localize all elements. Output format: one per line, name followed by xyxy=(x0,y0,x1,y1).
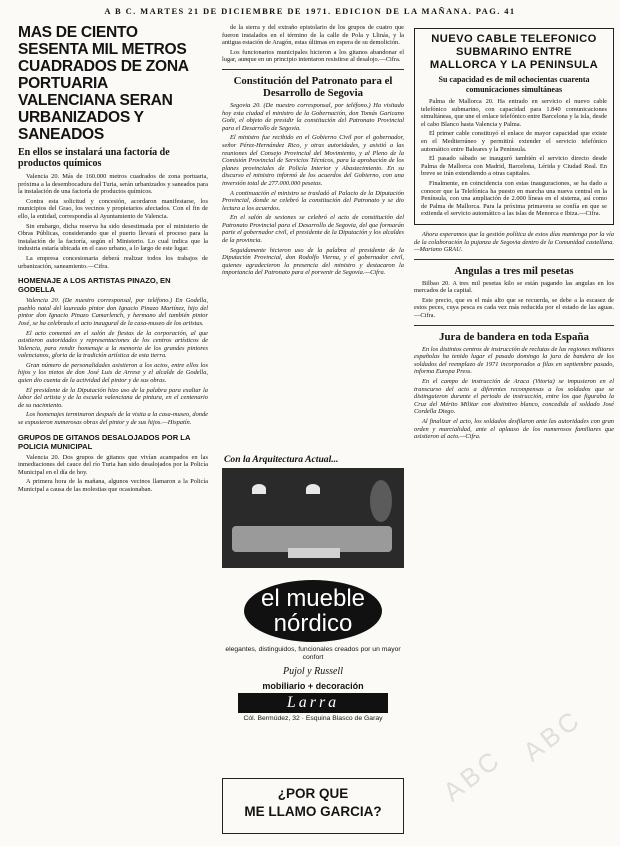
paragraph: Contra esta solicitud y concesión, acordaron manifestarse, los municipios del Grao, los vecinos y propietarios afectados. Con el fin de ello, la entidad, correspondía al Ayuntamiento de Valencia. xyxy=(18,197,208,220)
heading-homenaje: HOMENAJE A LOS ARTISTAS PINAZO, EN GODELLA xyxy=(18,276,171,295)
paragraph: Valencia 20. Dos grupos de gitanos que vivían acampados en las inmediaciones del cauce del río Turia han sido desalojados por la Policía Municipal en el día de hoy. xyxy=(18,453,208,476)
paragraph: Finalmente, en coincidencia con estas inauguraciones, se ha dado a conocer que la Telefónica ha puesto en marcha una nueva central en la Península, con una ampliación de 2.000 líneas en el sistema, así como de Palma de Mallorca. Para la próxima primavera se confía en que se extienda el servicio automático a las islas de Menorca e Ibiza.—Cifra. xyxy=(421,179,607,218)
paragraph: de la sierra y del extraño epistolario de los grupos de cuatro que fueron instalados en el término de la calle de Pola y Llinás, y la antigua estación de Aragón, estas últimas en espera de su demolición. xyxy=(222,24,404,47)
ad-brand-line2: nórdico xyxy=(273,610,353,637)
heading-segovia: Constitución del Patronato para el Desarrollo de Segovia xyxy=(233,74,393,99)
column-right xyxy=(414,24,614,842)
heading-gitanos: GRUPOS DE GITANOS DESALOJADOS POR LA POLICIA MUNICIPAL xyxy=(18,432,191,451)
paragraph: El pasado sábado se inauguró también el servicio directo desde Palma de Mallorca con Madrid, Barcelona, Lérida y Ciudad Real. En breve se irán extendiendo a otras capitales. xyxy=(421,155,607,178)
paragraph: A primera hora de la mañana, algunos vecinos llamaron a la Policía Municipal a causa de las molestias que ocasionaban. xyxy=(18,478,208,493)
watermark: ABC xyxy=(517,703,588,768)
divider xyxy=(414,259,614,260)
heading-angulas: Angulas a tres mil pesetas xyxy=(454,264,574,277)
headline-port: MAS DE CIENTO SESENTA MIL METROS CUADRADOS DE ZONA PORTUARIA VALENCIANA SERAN URBANIZADOS Y SANEADOS xyxy=(18,24,189,143)
paragraph: Gran número de personalidades asistieron a los actos, entre ellos los hijos y los nietos de don José Luis de Arrese y el alcalde de Godella, quien dio cuenta de la actividad del pintor y de sus obras. xyxy=(18,361,208,385)
ad-brand-oval xyxy=(244,580,382,642)
paragraph: Segovia 20. (De nuestro corresponsal, por teléfono.) Ha visitado hoy esta ciudad el ministro de la Gobernación, don Tomás Garicano Goñi, el objeto de presidir la constitución del Patronato Provincial para el Desarrollo de Segovia. xyxy=(222,101,404,132)
paragraph: Los homenajes terminaron después de la visita a la casa-museo, donde se expusieron numerosas obras del pintor y de sus hijos.—Hispatín. xyxy=(18,411,208,427)
advertisement xyxy=(222,454,404,774)
lamp-icon xyxy=(252,484,266,494)
paragraph: Los funcionarios municipales hicieron a los gitanos abandonar el lugar, aunque en un principio intentaron resistirse al desalojo.—Cifra. xyxy=(222,48,404,64)
ad-por-line2: ME LLAMO GARCIA? xyxy=(244,804,382,819)
ad-mobiliario: mobiliario + decoración xyxy=(262,681,364,691)
paragraph: El acto comenzó en el salón de fiestas de la corporación, al que asistieron autoridades y representaciones de los centros artísticos de Valencia, para rendir homenaje a la memoria de los grandes pintores valencianos, gloria de la tradición artística de esta tierra. xyxy=(18,329,208,360)
lamp-icon xyxy=(306,484,320,494)
watermark: ABC xyxy=(437,743,508,808)
paragraph: Valencia 20. (De nuestro corresponsal, por teléfono.) En Godella, pueblo natal del laureado pintor don Ignacio Pinazo Martínez, hijo del pintor don Ignacio Pinazo Camarlench, y hermano del también pintor José, se ha celebrado el acto inaugural de la casa-museo de los artistas. xyxy=(18,297,208,327)
ad-tagline: Con la Arquitectura Actual... xyxy=(224,454,339,465)
subhead-cable: Su capacidad es de mil ochocientas cuarenta comunicaciones simultáneas xyxy=(438,75,590,94)
heading-jura: Jura de bandera en toda España xyxy=(439,330,589,343)
cable-box xyxy=(414,28,614,225)
subhead-port: En ellos se instalará una factoría de productos químicos xyxy=(18,147,170,169)
paragraph: Este precio, que es el más alto que se recuerda, se debe a la escasez de estos peces, cuya pesca es cada vez más reducida por el estado de las aguas.—Cifra. xyxy=(414,296,614,320)
paragraph: Palma de Mallorca 20. Ha entrado en servicio el nuevo cable telefónico submarino, con capacidad para 1.840 comunicaciones simultáneas, que une el enlace telefónico entre Barcelona y la isla, desde el cabo Blanco hasta Valencia y Palma. xyxy=(421,98,607,128)
divider xyxy=(222,69,404,70)
paragraph: El ministro fue recibido en el Gobierno Civil por el gobernador, señor Pérez-Hernández Rico, y otras autoridades, y asistió a las reuniones del Consejo Provincial del Movimiento, y al Pleno de la Comisión Provincial de Servicios Técnicos, para la aprobación de los planes provinciales de Policía Interior y Abastecimiento. En su discurso el ministro informó de los acuerdos del Gobierno, con una inversión total de 277.000.000 pesetas. xyxy=(222,134,404,187)
paragraph: A continuación el ministro se trasladó al Palacio de la Diputación Provincial, donde se celebró la constitución del Patronato y se dio lectura a los acuerdos. xyxy=(222,189,404,212)
page-header: A B C. MARTES 21 DE DICIEMBRE DE 1971. EDICION DE LA MAÑANA. PAG. 41 xyxy=(104,6,516,16)
column-left xyxy=(18,24,208,842)
plant-icon xyxy=(370,480,392,522)
table-icon xyxy=(288,548,340,558)
paragraph: Seguidamente hicieron uso de la palabra el presidente de la Diputación Provincial, don Rodolfo Vierna, y el gobernador civil, quienes agradecieron la presencia del ministro y destacaron la importancia del Patronato para el porvenir de Segovia.—Cifra. xyxy=(222,246,404,277)
headline-cable: NUEVO CABLE TELEFONICO SUBMARINO ENTRE MALLORCA Y LA PENINSULA xyxy=(429,33,599,71)
ad-room-photo xyxy=(222,468,404,568)
paragraph: Valencia 20. Más de 160.000 metros cuadrados de zona portuaria, próxima a la desembocadura del Turia, serán urbanizados y saneados para la instalación de una factoría de productos químicos. xyxy=(18,173,208,196)
paragraph: Al finalizar el acto, los soldados desfilaron ante las autoridades con gran orden y marcialidad, ante el aplauso de los numerosos familiares que asistieron al acto.—Cifra. xyxy=(414,418,614,441)
paragraph: El presidente de la Diputación hizo uso de la palabra para exaltar la labor del artista y de la escuela valenciana de pintura, en el centenario de su nacimiento. xyxy=(18,386,208,409)
paragraph: Ahora esperamos que la gestión política de estos días mantenga por la vía de la colaboración la pujanza de Segovia dentro de la Comunidad castellana.—Mariano GRAU. xyxy=(414,230,614,254)
paragraph: Sin embargo, dicha reserva ha sido desestimada por el ministerio de Obras Públicas, considerando que el puerto llevará el proceso para la instalación de la factoría, según el Ministerio. Lo cual indica que la industria estaría ubicada en el caso urbano, a lo largo de este lugar. xyxy=(18,222,208,253)
ad-description: elegantes, distinguidos, funcionales creados por un mayor confort xyxy=(225,646,401,661)
ad-logo: Larra xyxy=(238,693,388,713)
ad-address: Cól. Bermúdez, 32 · Esquina Blasco de Garay xyxy=(243,715,383,722)
paragraph: En el campo de instrucción de Araca (Vitoria) se impusieron en el transcurso del acto a diferentes recompensas a los soldados que se distinguieron durante el periodo de instrucción, entre los que figuraba la Cruz del Mérito Militar con distintivo blanco, concedida al soldado José Cordella Diego. xyxy=(414,378,614,416)
paragraph: Bilbao 20. A tres mil pesetas kilo se están pagando las angulas en los mercados de la capital. xyxy=(414,279,614,295)
paragraph: El primer cable constituyó el enlace de mayor capacidad que existe en el Mediterráneo y permitirá extender el servicio telefónico automático entre Baleares y la Península. xyxy=(421,130,607,153)
ad-signature: Pujol y Russell xyxy=(283,666,343,677)
paragraph: La empresa concesionaria deberá realizar todos los trabajos de urbanización, saneamiento.—Cifra. xyxy=(18,254,208,270)
divider xyxy=(414,325,614,326)
paragraph: En el salón de sesiones se celebró el acto de constitución del Patronato Provincial para el Desarrollo de Segovia, del que formarán parte el gobernador civil, el presidente de la Diputación y los alcaldes de la provincia. xyxy=(222,214,404,245)
paragraph: En los distintos centros de instrucción de reclutas de las regiones militares españolas ha tenido lugar el pasado domingo la jura de bandera de los soldados del reemplazo de 1971 incorporados a filas en septiembre pasado, informa Europa Press. xyxy=(414,345,614,376)
ad-brand-line1: el mueble xyxy=(260,585,366,612)
ad-por-que-garcia xyxy=(222,778,404,834)
ad-por-line1: ¿POR QUE xyxy=(277,786,349,801)
column-middle xyxy=(222,24,404,406)
